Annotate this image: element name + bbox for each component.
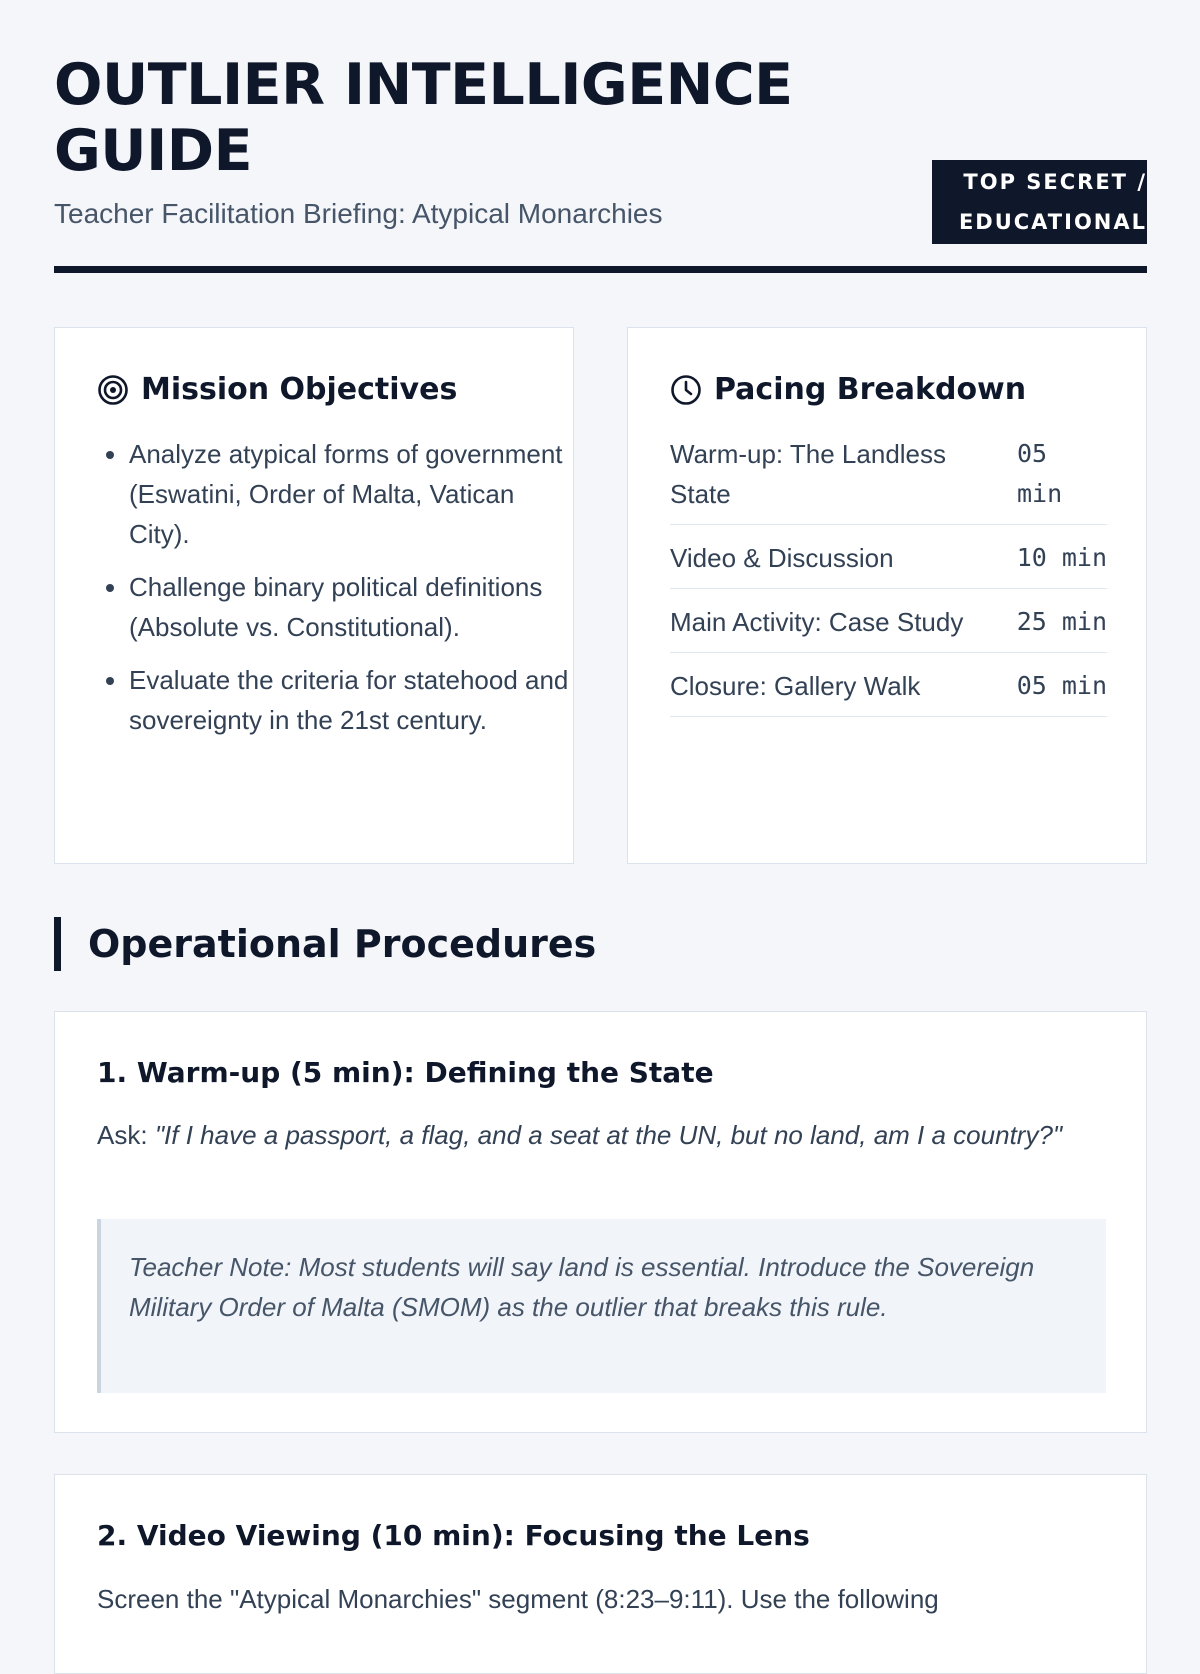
pacing-label: Main Activity: Case Study — [670, 607, 964, 637]
objectives-list — [97, 434, 569, 753]
pacing-breakdown-title: Pacing Breakdown — [714, 372, 1027, 407]
pacing-row — [670, 434, 1107, 525]
procedure-title: 2. Video Viewing (10 min): Focusing the Lens — [97, 1519, 810, 1552]
pacing-time: 10 min — [1016, 543, 1107, 572]
ask-label: Ask: — [97, 1120, 148, 1150]
pacing-row — [670, 666, 1107, 717]
target-icon — [97, 374, 129, 406]
clock-icon — [670, 374, 702, 406]
mission-objectives-card — [54, 327, 574, 864]
ask-quote: "If I have a passport, a flag, and a seat at the UN, but no land, am I a country?" — [154, 1120, 1063, 1150]
pacing-label: Warm-up: The Landless State — [670, 439, 947, 509]
header — [54, 52, 1147, 274]
mission-objectives-heading — [97, 372, 457, 407]
classification-badge: TOP SECRET / EDUCATIONAL — [932, 160, 1147, 244]
pacing-label: Video & Discussion — [670, 543, 894, 573]
procedure-prompt — [97, 1115, 1097, 1155]
objective-item: • Evaluate the criteria for statehood and sovereignty in the 21st century. — [129, 660, 569, 740]
mission-objectives-title: Mission Objectives — [141, 372, 458, 407]
pacing-time: 05 min — [1017, 439, 1063, 508]
pacing-breakdown-card — [627, 327, 1147, 864]
objective-item: • Challenge binary political definitions (Absolute vs. Constitutional). — [129, 567, 569, 647]
procedure-card-video — [54, 1474, 1147, 1674]
operational-procedures-heading: Operational Procedures — [54, 917, 596, 971]
pacing-label: Closure: Gallery Walk — [670, 671, 921, 701]
procedure-text: Screen the "Atypical Monarchies" segment (8:23–9:11). Use the following — [97, 1584, 939, 1614]
header-divider — [54, 266, 1147, 273]
pacing-list — [670, 434, 1107, 730]
pacing-time: 25 min — [1016, 607, 1107, 636]
teacher-note: Teacher Note: Most students will say land is essential. Introduce the Sovereign Military Order of Malta (SMOM) as the outlier that breaks this rule. — [97, 1219, 1106, 1393]
pacing-breakdown-heading — [670, 372, 1026, 407]
procedure-title: 1. Warm-up (5 min): Defining the State — [97, 1056, 714, 1089]
procedure-card-warmup — [54, 1011, 1147, 1433]
page-title: OUTLIER INTELLIGENCE GUIDE — [54, 52, 793, 184]
page-subtitle: Teacher Facilitation Briefing: Atypical Monarchies — [54, 198, 663, 229]
objective-item: • Analyze atypical forms of government (Eswatini, Order of Malta, Vatican City). — [129, 434, 569, 554]
pacing-row — [670, 538, 1107, 589]
pacing-row — [670, 602, 1107, 653]
pacing-time: 05 min — [1016, 671, 1107, 700]
